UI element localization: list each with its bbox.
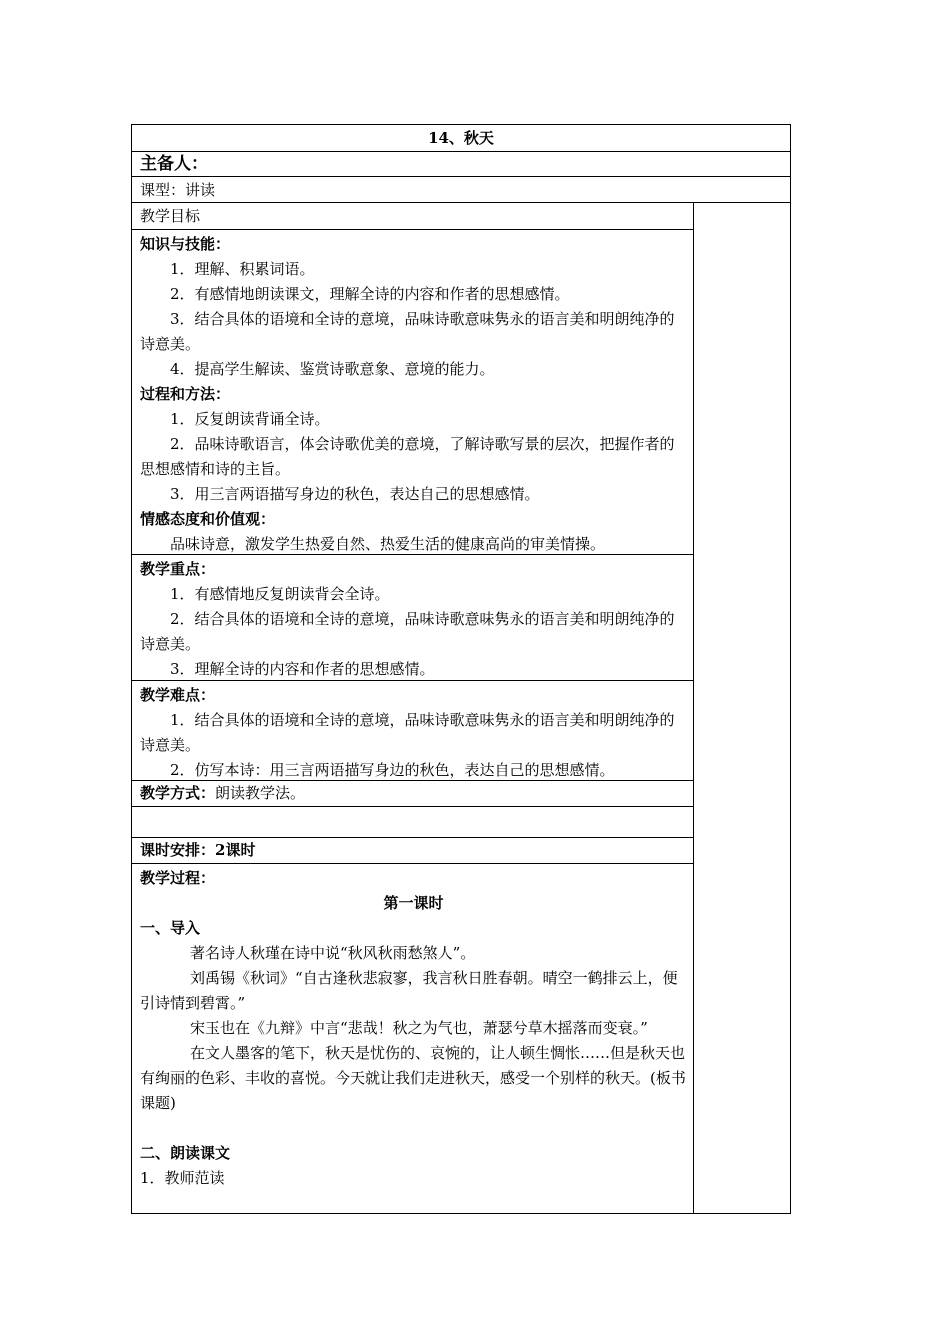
preparer-label: 主备人： <box>132 152 790 177</box>
key-points-label: 教学重点： <box>140 560 216 578</box>
spacer <box>140 1116 687 1141</box>
key-point-item: 3．理解全诗的内容和作者的思想感情。 <box>170 660 435 678</box>
difficulties-cell <box>132 681 693 781</box>
difficulty-item: 2．仿写本诗：用三言两语描写身边的秋色，表达自己的思想感情。 <box>170 761 615 779</box>
intro-paragraph: 宋玉也在《九辩》中言“悲哉！秋之为气也，萧瑟兮草木摇落而变衰。” <box>190 1019 648 1037</box>
knowledge-item: 4．提高学生解读、鉴赏诗歌意象、意境的能力。 <box>170 360 495 378</box>
process-cell <box>132 864 693 1213</box>
main-content <box>132 203 790 1213</box>
process-method-item: 1．反复朗读背诵全诗。 <box>170 410 330 428</box>
intro-paragraph: 著名诗人秋瑾在诗中说“秋风秋雨愁煞人”。 <box>190 944 476 962</box>
knowledge-item: 3．结合具体的语境和全诗的意境，品味诗歌意味隽永的语言美和明朗纯净的诗意美。 <box>140 310 675 353</box>
knowledge-label: 知识与技能： <box>140 235 231 253</box>
objectives-heading-cell <box>132 203 693 230</box>
objectives-heading: 教学目标 <box>140 207 201 225</box>
method-label: 教学方式： <box>140 784 216 802</box>
method-value: 朗读教学法。 <box>215 784 306 802</box>
schedule-cell <box>132 838 693 864</box>
course-type: 课型：讲读 <box>132 177 790 203</box>
difficulty-item: 1．结合具体的语境和全诗的意境，品味诗歌意味隽永的语言美和明朗纯净的诗意美。 <box>140 711 675 754</box>
process-method-label: 过程和方法： <box>140 385 231 403</box>
process-label: 教学过程： <box>140 869 216 887</box>
method-cell <box>132 781 693 807</box>
knowledge-item: 1．理解、积累词语。 <box>170 260 315 278</box>
difficulties-label: 教学难点： <box>140 686 216 704</box>
section-title: 一、导入 <box>140 919 201 937</box>
reading-item: 1．教师范读 <box>140 1169 225 1187</box>
intro-paragraph: 在文人墨客的笔下，秋天是忧伤的、哀惋的，让人顿生惆怅……但是秋天也有绚丽的色彩、丰收的喜悦。今天就让我们走进秋天，感受一个别样的秋天。(板书课题) <box>140 1044 686 1112</box>
empty-cell <box>132 807 693 838</box>
lesson-plan-table <box>131 124 791 1214</box>
emotion-label: 情感态度和价值观： <box>140 510 276 528</box>
lesson-title: 14、秋天 <box>132 125 790 152</box>
emotion-text: 品味诗意，激发学生热爱自然、热爱生活的健康高尚的审美情操。 <box>170 535 606 553</box>
key-points-cell <box>132 555 693 681</box>
notes-column <box>694 203 790 1213</box>
key-point-item: 1．有感情地反复朗读背会全诗。 <box>170 585 390 603</box>
lesson-session-title: 第一课时 <box>383 894 444 912</box>
content-column <box>132 203 694 1213</box>
section-title: 二、朗读课文 <box>140 1144 231 1162</box>
knowledge-item: 2．有感情地朗读课文，理解全诗的内容和作者的思想感情。 <box>170 285 570 303</box>
schedule-text: 课时安排：2课时 <box>140 841 256 859</box>
process-method-item: 3．用三言两语描写身边的秋色，表达自己的思想感情。 <box>170 485 540 503</box>
key-point-item: 2．结合具体的语境和全诗的意境，品味诗歌意味隽永的语言美和明朗纯净的诗意美。 <box>140 610 675 653</box>
process-method-item: 2．品味诗歌语言，体会诗歌优美的意境，了解诗歌写景的层次，把握作者的思想感情和诗的主旨。 <box>140 435 675 478</box>
objectives-cell <box>132 230 693 555</box>
intro-paragraph: 刘禹锡《秋词》“自古逢秋悲寂寥，我言秋日胜春朝。晴空一鹤排云上，便引诗情到碧霄。” <box>140 969 678 1012</box>
